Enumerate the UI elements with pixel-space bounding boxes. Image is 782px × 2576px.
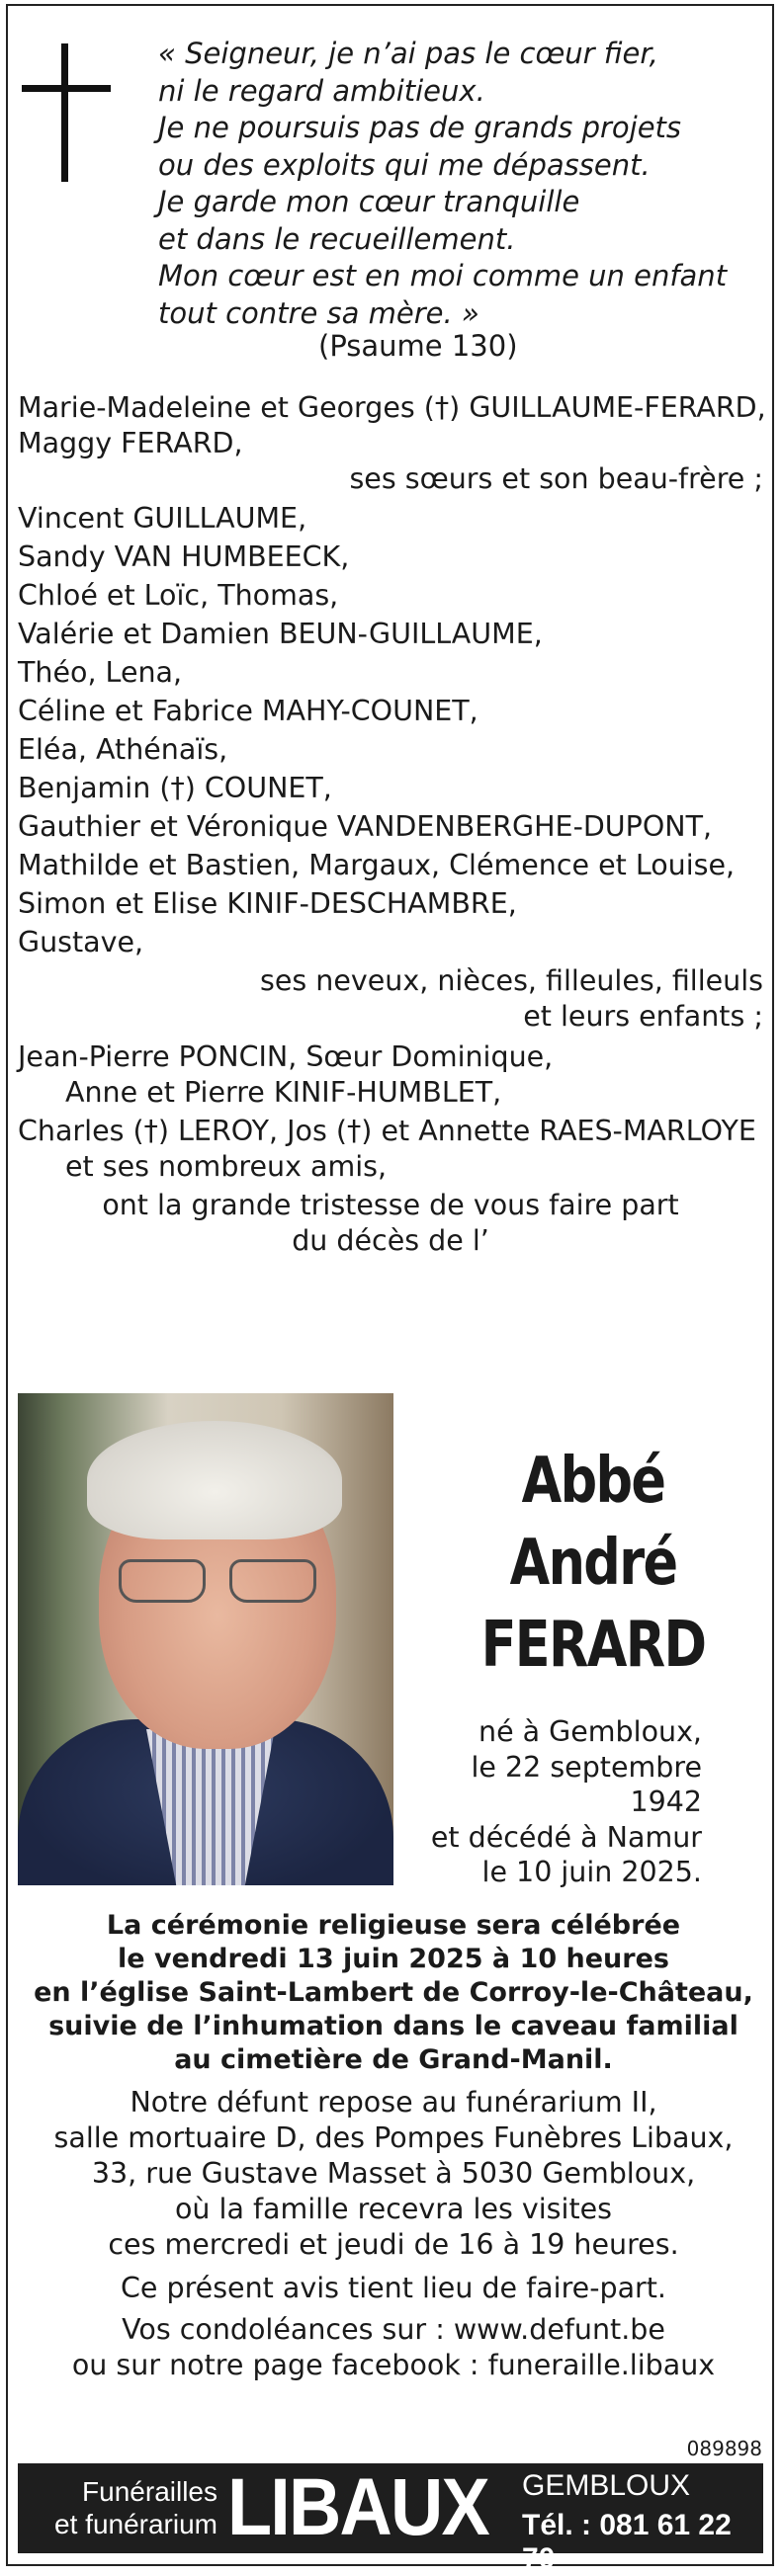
banner-city: GEMBLOUX (522, 2469, 691, 2502)
date-line: et décédé à Namur (430, 1820, 702, 1854)
nephew-line: Chloé et Loïc, Thomas, (18, 579, 339, 612)
ceremony-line: en l’église Saint-Lambert de Corroy-le-Château, (34, 1977, 753, 2008)
announcement-line: ont la grande tristesse de vous faire part (102, 1189, 679, 1221)
nephew-line: Théo, Lena, (18, 656, 183, 689)
nephew-line: Benjamin (†) COUNET, (18, 772, 332, 804)
nephew-line: Vincent GUILLAUME, (18, 502, 307, 535)
nephew-line: Simon et Elise KINIF-DESCHAMBRE, (18, 887, 517, 920)
funeral-info (18, 2085, 769, 2383)
deceased-dates (425, 1714, 702, 1890)
nephew-line: Gustave, (18, 926, 144, 958)
announcement-line: du décès de l’ (292, 1224, 489, 1257)
siblings-line: Maggy FERARD, (18, 427, 243, 459)
psalm-line: Mon cœur est en moi comme un enfant (158, 259, 728, 292)
nephews-relation: ses neveux, nièces, filleules, filleuls (260, 964, 763, 997)
ceremony-line: au cimetière de Grand-Manil. (174, 2044, 613, 2075)
deceased-photo (18, 1393, 393, 1885)
friends-line: Charles (†) LEROY, Jos (†) et Annette RAES-MARLOYE (18, 1115, 756, 1147)
funeral-line: salle mortuaire D, des Pompes Funèbres Libaux, (53, 2121, 734, 2154)
psalm-quote (158, 36, 751, 332)
nephew-line: Sandy VAN HUMBEECK, (18, 540, 350, 573)
ceremony-line: suivie de l’inhumation dans le caveau familial (48, 2011, 739, 2041)
condolences-line: ou sur notre page facebook : funeraille.libaux (71, 2349, 716, 2381)
psalm-line: Je ne poursuis pas de grands projets (158, 111, 682, 144)
deceased-first-name: André (509, 1527, 677, 1600)
siblings-line: Marie-Madeleine et Georges (†) GUILLAUME-FERARD, (18, 391, 766, 424)
psalm-line: et dans le recueillement. (158, 221, 516, 256)
notice-line: Ce présent avis tient lieu de faire-part. (121, 2272, 666, 2304)
nephews-relation: et leurs enfants ; (523, 1000, 763, 1033)
psalm-line: ou des exploits qui me dépassent. (158, 147, 651, 182)
funeral-line: où la famille recevra les visites (174, 2193, 612, 2225)
nephew-line: Valérie et Damien BEUN-GUILLAUME, (18, 618, 543, 650)
friends-line: Anne et Pierre KINIF-HUMBLET, (65, 1076, 502, 1109)
nephew-line: Eléa, Athénaïs, (18, 733, 228, 766)
nephew-line: Mathilde et Bastien, Margaux, Clémence et Louise, (18, 849, 736, 881)
banner-subtitle (30, 2475, 217, 2540)
date-line: le 10 juin 2025. (481, 1856, 702, 1888)
cross-icon (22, 43, 111, 182)
funeral-line: ces mercredi et jeudi de 16 à 19 heures. (108, 2228, 679, 2261)
friends-line: et ses nombreux amis, (65, 1150, 388, 1183)
date-line: le 22 septembre 1942 (471, 1750, 702, 1818)
psalm-line: tout contre sa mère. » (158, 295, 479, 330)
banner-logo: LIBAUX (227, 2462, 488, 2552)
ceremony-line: le vendredi 13 juin 2025 à 10 heures (118, 1944, 669, 1974)
ceremony-line: La cérémonie religieuse sera célébrée (106, 1910, 681, 1941)
banner-subtitle-line: Funérailles (82, 2476, 217, 2507)
psalm-reference: (Psaume 130) (318, 329, 518, 363)
nephew-line: Céline et Fabrice MAHY-COUNET, (18, 695, 478, 727)
funeral-home-banner (18, 2462, 763, 2575)
psalm-line: ni le regard ambitieux. (158, 73, 485, 108)
friends-line: Jean-Pierre PONCIN, Sœur Dominique, (18, 1040, 554, 1073)
ceremony-info (18, 1909, 769, 2077)
nephew-line: Gauthier et Véronique VANDENBERGHE-DUPONT, (18, 810, 713, 843)
reference-code: 089898 (686, 2437, 762, 2460)
deceased-title: Abbé (521, 1445, 665, 1518)
banner-subtitle-line: et funérarium (54, 2509, 217, 2539)
deceased-last-name: FERARD (480, 1609, 706, 1682)
psalm-line: Je garde mon cœur tranquille (158, 185, 580, 218)
date-line: né à Gembloux, (478, 1715, 702, 1748)
banner-phone: Tél. : 081 61 22 70 (522, 2509, 732, 2575)
psalm-line: « Seigneur, je n’ai pas le cœur fier, (158, 37, 658, 70)
funeral-line: Notre défunt repose au funérarium II, (130, 2086, 657, 2119)
condolences-line: Vos condoléances sur : www.defunt.be (122, 2313, 665, 2346)
siblings-relation: ses sœurs et son beau-frère ; (349, 462, 763, 495)
funeral-line: 33, rue Gustave Masset à 5030 Gembloux, (91, 2157, 696, 2190)
